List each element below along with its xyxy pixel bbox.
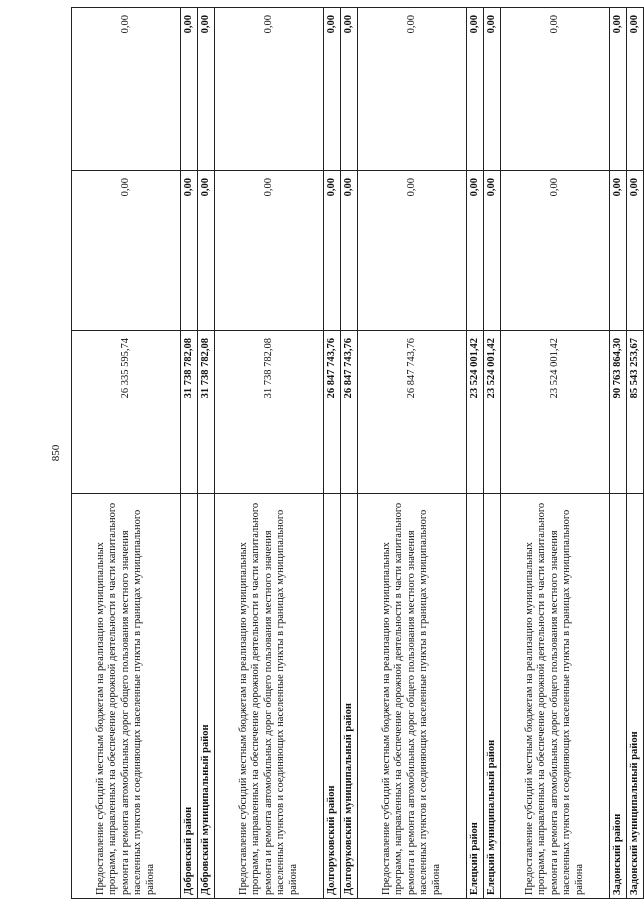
table-row-description <box>501 8 610 899</box>
table-row-district <box>484 8 501 899</box>
row-value-2-cell: 0,00 <box>215 171 324 331</box>
row-value-3-cell: 0,00 <box>198 8 215 171</box>
row-value-2-cell: 0,00 <box>501 171 610 331</box>
row-value-2-cell: 0,00 <box>358 171 467 331</box>
rotated-table-container <box>71 8 640 899</box>
budget-table-body <box>72 8 644 899</box>
row-value-2-cell: 0,00 <box>467 171 484 331</box>
row-name-cell: Добровский муниципальный район <box>198 494 215 899</box>
row-value-2-cell: 0,00 <box>181 171 198 331</box>
budget-table-frame <box>71 8 640 899</box>
table-row-district <box>341 8 358 899</box>
row-name-cell: Долгоруковский район <box>324 494 341 899</box>
row-value-2-cell: 0,00 <box>627 171 644 331</box>
row-value-3-cell: 0,00 <box>324 8 341 171</box>
row-value-3-cell: 0,00 <box>72 8 181 171</box>
row-name-cell: Предоставление субсидий местным бюджетам на реализацию муниципальных программ, направленных на обеспечение дорожной деятельности в части капитального ремонта и ремонта автомобильных дорог общего пользования местного значения населенных пунктов и соединяющих населенные пункты в границах муниципального района <box>72 494 181 899</box>
table-row-district <box>198 8 215 899</box>
row-value-2-cell: 0,00 <box>484 171 501 331</box>
row-value-3-cell: 0,00 <box>215 8 324 171</box>
row-value-2-cell: 0,00 <box>198 171 215 331</box>
row-value-1-cell: 23 524 001,42 <box>484 331 501 494</box>
table-row-district <box>181 8 198 899</box>
row-value-1-cell: 85 543 253,67 <box>627 331 644 494</box>
row-name-cell: Предоставление субсидий местным бюджетам на реализацию муниципальных программ, направленных на обеспечение дорожной деятельности в части капитального ремонта и ремонта автомобильных дорог общего пользования местного значения населенных пунктов и соединяющих населенные пункты в границах муниципального района <box>501 494 610 899</box>
row-value-3-cell: 0,00 <box>627 8 644 171</box>
row-value-3-cell: 0,00 <box>501 8 610 171</box>
row-name-cell: Елецкий муниципальный район <box>484 494 501 899</box>
row-value-3-cell: 0,00 <box>467 8 484 171</box>
row-value-1-cell: 23 524 001,42 <box>501 331 610 494</box>
row-value-3-cell: 0,00 <box>358 8 467 171</box>
row-name-cell: Долгоруковский муниципальный район <box>341 494 358 899</box>
row-value-3-cell: 0,00 <box>181 8 198 171</box>
row-value-1-cell: 26 847 743,76 <box>358 331 467 494</box>
table-row-description <box>215 8 324 899</box>
row-name-cell: Предоставление субсидий местным бюджетам на реализацию муниципальных программ, направленных на обеспечение дорожной деятельности в части капитального ремонта и ремонта автомобильных дорог общего пользования местного значения населенных пунктов и соединяющих населенные пункты в границах муниципального района <box>215 494 324 899</box>
table-row-description <box>358 8 467 899</box>
row-value-2-cell: 0,00 <box>341 171 358 331</box>
row-name-cell: Добровский район <box>181 494 198 899</box>
row-value-1-cell: 26 847 743,76 <box>341 331 358 494</box>
page-number: 850 <box>50 444 62 462</box>
row-value-1-cell: 90 763 864,30 <box>610 331 627 494</box>
row-value-2-cell: 0,00 <box>610 171 627 331</box>
row-name-cell: Задонский район <box>610 494 627 899</box>
table-row-district <box>610 8 627 899</box>
row-value-1-cell: 31 738 782,08 <box>215 331 324 494</box>
row-value-1-cell: 31 738 782,08 <box>181 331 198 494</box>
row-value-3-cell: 0,00 <box>341 8 358 171</box>
row-name-cell: Предоставление субсидий местным бюджетам на реализацию муниципальных программ, направленных на обеспечение дорожной деятельности в части капитального ремонта и ремонта автомобильных дорог общего пользования местного значения населенных пунктов и соединяющих населенные пункты в границах муниципального района <box>358 494 467 899</box>
row-value-1-cell: 31 738 782,08 <box>198 331 215 494</box>
table-row-district <box>324 8 341 899</box>
row-value-2-cell: 0,00 <box>72 171 181 331</box>
row-value-3-cell: 0,00 <box>484 8 501 171</box>
row-value-3-cell: 0,00 <box>610 8 627 171</box>
row-value-1-cell: 23 524 001,42 <box>467 331 484 494</box>
row-value-2-cell: 0,00 <box>324 171 341 331</box>
budget-table <box>71 7 644 899</box>
row-name-cell: Елецкий район <box>467 494 484 899</box>
table-row-district <box>467 8 484 899</box>
table-row-description <box>72 8 181 899</box>
row-value-1-cell: 26 847 743,76 <box>324 331 341 494</box>
row-value-1-cell: 26 335 595,74 <box>72 331 181 494</box>
table-row-district <box>627 8 644 899</box>
row-name-cell: Задонский муниципальный район <box>627 494 644 899</box>
